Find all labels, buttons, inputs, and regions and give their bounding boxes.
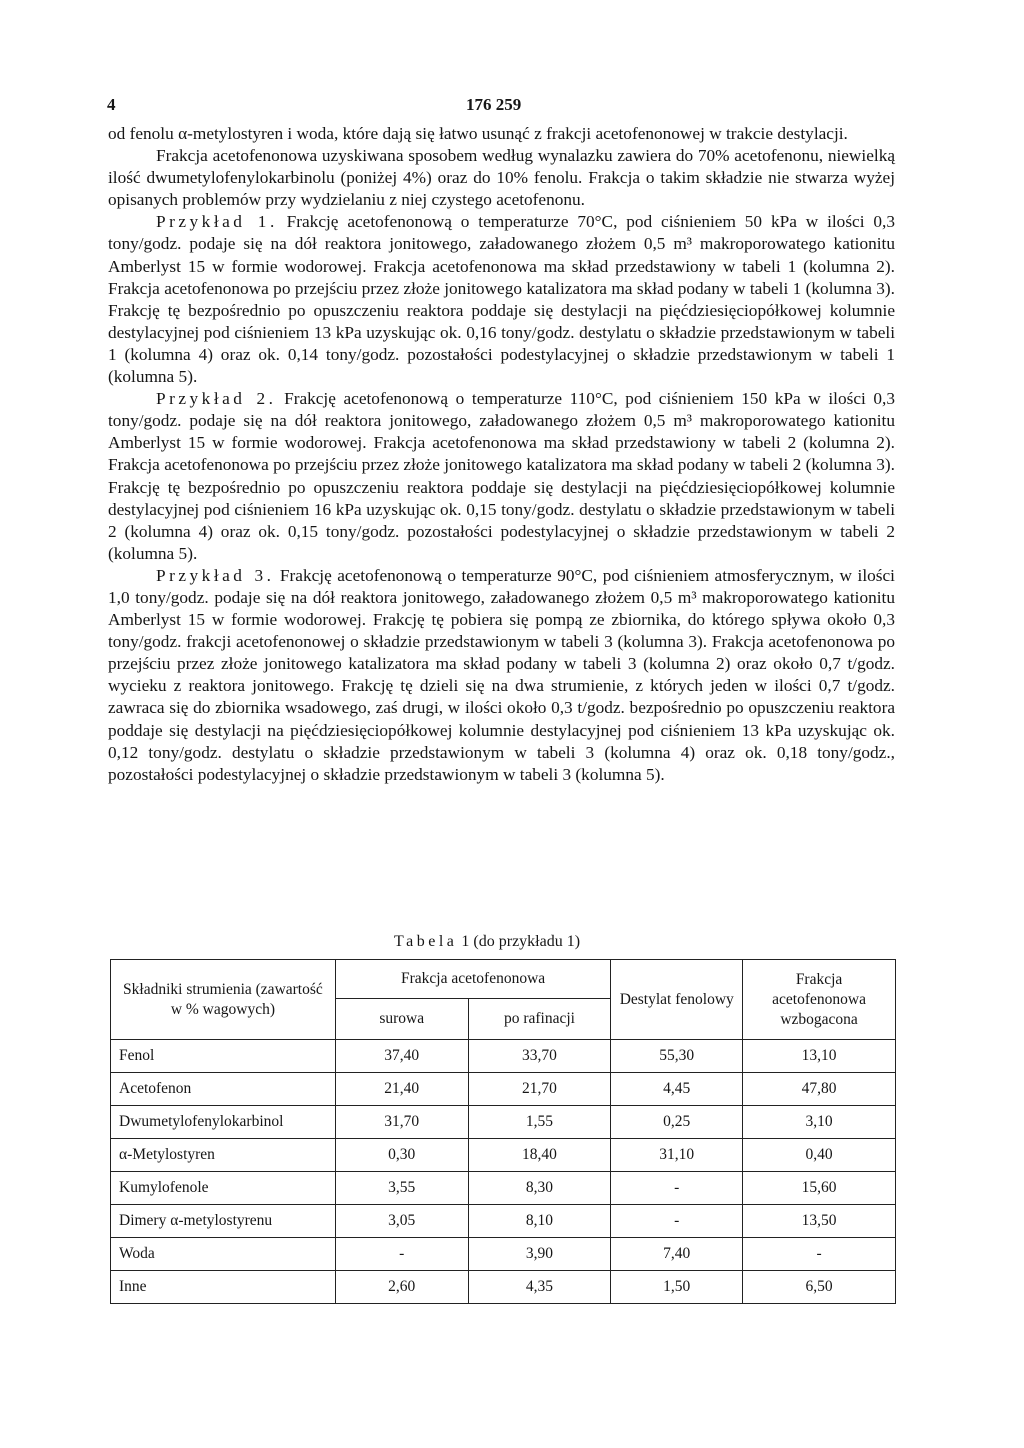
- cell-enriched: 6,50: [743, 1271, 896, 1304]
- table-row: [111, 1139, 896, 1172]
- example-2-label: Przykład 2.: [156, 389, 277, 409]
- cell-distillate: 4,45: [611, 1073, 743, 1106]
- cell-name: Dwumetylofenylokarbinol: [111, 1106, 336, 1139]
- table-row: [111, 1238, 896, 1271]
- cell-refined: 21,70: [468, 1073, 611, 1106]
- cell-distillate: 7,40: [611, 1238, 743, 1271]
- cell-distillate: 1,50: [611, 1271, 743, 1304]
- cell-raw: 37,40: [335, 1040, 468, 1073]
- body-text: [108, 123, 895, 786]
- cell-refined: 1,55: [468, 1106, 611, 1139]
- cell-name: Inne: [111, 1271, 336, 1304]
- composition-table: [110, 959, 896, 1304]
- header-component: Składniki strumienia (zawartość w % wagowych): [111, 960, 336, 1040]
- cell-distillate: 55,30: [611, 1040, 743, 1073]
- header-refined: po rafinacji: [468, 999, 611, 1040]
- cell-raw: 21,40: [335, 1073, 468, 1106]
- cell-distillate: 0,25: [611, 1106, 743, 1139]
- cell-raw: 3,05: [335, 1205, 468, 1238]
- cell-refined: 33,70: [468, 1040, 611, 1073]
- paragraph-continuation: od fenolu α-metylostyren i woda, które dają się łatwo usunąć z frakcji acetofenonowej w trakcie destylacji.: [108, 124, 848, 143]
- table-row: [111, 1040, 896, 1073]
- cell-name: Fenol: [111, 1040, 336, 1073]
- table-caption-text: 1 (do przykładu 1): [461, 933, 581, 950]
- cell-enriched: 13,10: [743, 1040, 896, 1073]
- cell-enriched: -: [743, 1238, 896, 1271]
- cell-name: Dimery α-metylostyrenu: [111, 1205, 336, 1238]
- header-raw: surowa: [335, 999, 468, 1040]
- example-3: [108, 565, 895, 786]
- example-2: [108, 388, 895, 565]
- cell-name: Kumylofenole: [111, 1172, 336, 1205]
- example-1-text: Frakcję acetofenonową o temperaturze 70°C, pod ciśnieniem 50 kPa w ilości 0,3 tony/godz. podaje się na dół reaktora jonitowego, załadowanego złożem 0,5 m³ makroporowatego kationitu Amberlyst 15 w formie wodorowej. Frakcja acetofenonowa ma skład przedstawiony w tabeli 1 (kolumna 2). Frakcja acetofenonowa po przejściu przez złoże jonitowego katalizatora ma skład podany w tabeli 1 (kolumna 3). Frakcję tę bezpośrednio po opuszczeniu reaktora poddaje się destylacji na pięćdziesięciopółkowej kolumnie destylacyjnej pod ciśnieniem 13 kPa uzyskując ok. 0,16 tony/godz. destylatu o składzie przedstawionym w tabeli 1 (kolumna 4) oraz ok. 0,14 tony/godz. pozostałości podestylacyjnej o składzie przedstawionym w tabeli 1 (kolumna 5).: [108, 212, 895, 387]
- cell-enriched: 3,10: [743, 1106, 896, 1139]
- cell-distillate: -: [611, 1172, 743, 1205]
- cell-distillate: 31,10: [611, 1139, 743, 1172]
- table-row: [111, 1271, 896, 1304]
- cell-distillate: -: [611, 1205, 743, 1238]
- cell-raw: 0,30: [335, 1139, 468, 1172]
- cell-refined: 8,30: [468, 1172, 611, 1205]
- paragraph-summary: Frakcja acetofenonowa uzyskiwana sposobem według wynalazku zawiera do 70% acetofenonu, niewielką ilość dwumetylofenylokarbinolu (poniżej 4%) oraz do 10% fenolu. Frakcja o takim składzie nie stwarza wyżej opisanych problemów przy wydzielaniu z niej czystego acetofenonu.: [108, 146, 895, 210]
- cell-name: α-Metylostyren: [111, 1139, 336, 1172]
- example-2-text: Frakcję acetofenonową o temperaturze 110°C, pod ciśnieniem 150 kPa w ilości 0,3 tony/godz. podaje się na dół reaktora jonitowego, załadowanego złożem 0,5 m³ makroporowatego kationitu Amberlyst 15 w formie wodorowej. Frakcja acetofenonowa ma skład przedstawiony w tabeli 2 (kolumna 2). Frakcja acetofenonowa po przejściu przez złoże jonitowego katalizatora ma skład podany w tabeli 2 (kolumna 3). Frakcję tę bezpośrednio po opuszczeniu reaktora poddaje się destylacji na pięćdziesięciopółkowej kolumnie destylacyjnej pod ciśnieniem 16 kPa uzyskując ok. 0,15 tony/godz. destylatu o składzie przedstawionym w tabeli 2 (kolumna 4) oraz ok. 0,15 tony/godz. pozostałości podestylacyjnej o składzie przedstawionym w tabeli 2 (kolumna 5).: [108, 389, 895, 563]
- table-row: [111, 1106, 896, 1139]
- cell-enriched: 15,60: [743, 1172, 896, 1205]
- cell-refined: 8,10: [468, 1205, 611, 1238]
- document-number: 176 259: [466, 95, 522, 114]
- cell-raw: 2,60: [335, 1271, 468, 1304]
- example-1: [108, 211, 895, 388]
- cell-raw: 3,55: [335, 1172, 468, 1205]
- cell-enriched: 47,80: [743, 1073, 896, 1106]
- header-distillate: Destylat fenolowy: [611, 960, 743, 1040]
- cell-raw: -: [335, 1238, 468, 1271]
- table-row: [111, 1172, 896, 1205]
- header-enriched: Frakcja acetofenonowa wzbogacona: [743, 960, 896, 1040]
- table-caption-label: Tabela: [394, 933, 458, 950]
- cell-refined: 18,40: [468, 1139, 611, 1172]
- cell-name: Woda: [111, 1238, 336, 1271]
- cell-name: Acetofenon: [111, 1073, 336, 1106]
- example-1-label: Przykład 1.: [156, 212, 278, 232]
- table-row: [111, 1073, 896, 1106]
- table-caption: [394, 933, 580, 951]
- table-row: [111, 1205, 896, 1238]
- example-3-label: Przykład 3.: [156, 565, 275, 585]
- header-fraction: Frakcja acetofenonowa: [335, 960, 610, 999]
- example-3-text: Frakcję acetofenonową o temperaturze 90°C, pod ciśnieniem atmosferycznym, w ilości 1,0 tony/godz. podaje się na dół reaktora jonitowego, załadowanego złożem 0,5 m³ makroporowatego kationitu Amberlyst 15 w formie wodorowej. Frakcję tę pobiera się pompą ze zbiornika, do którego spływa około 0,3 tony/godz. frakcji acetofenonowej o składzie przedstawionym w tabeli 3 (kolumna 3). Frakcja acetofenonowa po przejściu przez złoże jonitowego katalizatora ma skład podany w tabeli 3 (kolumna 2) oraz około 0,7 t/godz. wycieku z reaktora jonitowego. Frakcję tę dzieli się na dwa strumienie, z których jeden w ilości 0,7 t/godz. zawraca się do zbiornika wsadowego, zaś drugi, w ilości około 0,3 t/godz. bezpośrednio po opuszczeniu reaktora poddaje się destylacji na pięćdziesięciopółkowej kolumnie destylacyjnej pod ciśnieniem 13 kPa uzyskując ok. 0,12 tony/godz. destylatu o składzie przedstawionym w tabeli 3 (kolumna 4) oraz ok. 0,18 tony/godz., pozostałości podestylacyjnej o składzie przedstawionym w tabeli 3 (kolumna 5).: [108, 565, 895, 784]
- cell-refined: 3,90: [468, 1238, 611, 1271]
- cell-raw: 31,70: [335, 1106, 468, 1139]
- cell-enriched: 13,50: [743, 1205, 896, 1238]
- cell-enriched: 0,40: [743, 1139, 896, 1172]
- page-number: 4: [107, 95, 116, 114]
- cell-refined: 4,35: [468, 1271, 611, 1304]
